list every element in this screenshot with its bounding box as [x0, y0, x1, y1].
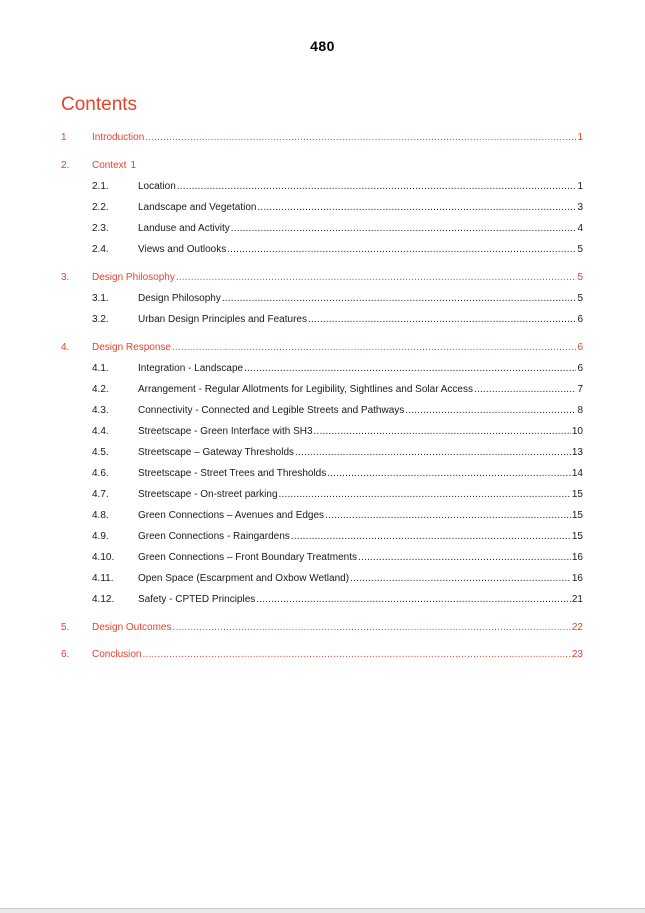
toc-entry-page: 5 — [577, 244, 583, 255]
toc-entry-number: 2.4. — [92, 244, 109, 255]
toc-entry-number: 2.2. — [92, 202, 109, 213]
toc-entry-number: 4.2. — [92, 384, 109, 395]
toc-entry-leader — [172, 621, 570, 635]
toc-entry-leader — [474, 383, 576, 397]
toc-entry-label: Landscape and Vegetation — [138, 202, 257, 213]
toc-entry[interactable] — [61, 201, 583, 215]
toc-entry-label: Design Philosophy — [138, 293, 221, 304]
toc-entry-leader — [222, 292, 577, 306]
toc-entry-label: Streetscape - Green Interface with SH3 — [138, 426, 313, 437]
toc-entry[interactable] — [61, 648, 583, 662]
toc-entry-label: Green Connections - Raingardens — [138, 531, 290, 542]
toc-entry-leader — [256, 593, 571, 607]
toc-entry-number: 4.12. — [92, 594, 115, 605]
toc-entry-label: Green Connections – Front Boundary Treatments — [138, 552, 358, 563]
toc-entry[interactable] — [61, 572, 583, 586]
toc-entry-page: 1 — [577, 181, 583, 192]
toc-entry-page: 10 — [571, 426, 583, 437]
toc-entry-leader — [295, 446, 571, 460]
toc-entry-page: 15 — [571, 510, 583, 521]
toc-entry-number: 6. — [61, 649, 70, 660]
toc-entry-label: Integration - Landscape — [138, 363, 244, 374]
toc-entry-label: Introduction — [92, 132, 145, 143]
toc-entry[interactable] — [61, 341, 583, 355]
toc-entry-number: 2.1. — [92, 181, 109, 192]
toc-entry-leader — [231, 222, 577, 236]
toc-entry-leader — [350, 572, 571, 586]
toc-entry-page: 8 — [577, 405, 583, 416]
toc-entry-number: 4.5. — [92, 447, 109, 458]
toc-entry[interactable] — [61, 467, 583, 481]
toc-entry[interactable] — [61, 404, 583, 418]
toc-entry-number: 3.1. — [92, 293, 109, 304]
toc-entry-label: Arrangement - Regular Allotments for Legibility, Sightlines and Solar Access — [138, 384, 473, 395]
toc-entry-label: Context — [92, 160, 127, 171]
toc-entry-page: 5 — [577, 272, 583, 283]
toc-entry[interactable] — [61, 488, 583, 502]
toc-entry[interactable] — [61, 131, 583, 145]
toc-entry[interactable] — [61, 551, 583, 565]
toc-entry-page: 4 — [577, 223, 583, 234]
toc-entry[interactable] — [61, 222, 583, 236]
toc-entry-page: 22 — [571, 622, 583, 633]
toc-entry-label: Streetscape - On-street parking — [138, 489, 278, 500]
toc-entry-leader — [176, 271, 577, 285]
toc-entry-leader — [325, 509, 571, 523]
toc-entry-label: Design Response — [92, 342, 171, 353]
toc-entry-leader — [145, 131, 576, 145]
toc-entry[interactable] — [61, 313, 583, 327]
toc-entry-page: 16 — [571, 552, 583, 563]
toc-entry-leader — [279, 488, 571, 502]
toc-entry-label: Design Philosophy — [92, 272, 175, 283]
toc-entry-label: Green Connections – Avenues and Edges — [138, 510, 325, 521]
toc-entry[interactable] — [61, 593, 583, 607]
toc-entry-leader — [405, 404, 576, 418]
toc-entry-page: 23 — [571, 649, 583, 660]
toc-entry-label: Streetscape - Street Trees and Thresholds — [138, 468, 327, 479]
toc-entry-leader — [327, 467, 571, 481]
toc-title: Contents — [61, 94, 138, 115]
toc-entry-label: Location — [138, 181, 176, 192]
toc-entry-page: 1 — [577, 132, 583, 143]
toc-entry-label: Open Space (Escarpment and Oxbow Wetland) — [138, 573, 350, 584]
toc-entry-page: 7 — [577, 384, 583, 395]
toc-entry-leader — [142, 648, 570, 662]
toc-entry-number: 2.3. — [92, 223, 109, 234]
toc-entry-number: 4.10. — [92, 552, 115, 563]
toc-entry[interactable] — [61, 621, 583, 635]
toc-entry-leader — [172, 341, 577, 355]
toc-entry-label: Landuse and Activity — [138, 223, 230, 234]
toc-entry-number: 3.2. — [92, 314, 109, 325]
toc-entry-leader — [244, 362, 576, 376]
toc-entry-page: 6 — [577, 363, 583, 374]
toc-entry-page: 5 — [577, 293, 583, 304]
toc-entry[interactable] — [61, 530, 583, 544]
toc-entry-leader — [227, 243, 576, 257]
toc-entry[interactable] — [61, 383, 583, 397]
toc-entry[interactable] — [61, 292, 583, 306]
toc-entry-label: Urban Design Principles and Features — [138, 314, 307, 325]
toc-entry-label: Views and Outlooks — [138, 244, 227, 255]
toc-entry-label: Streetscape – Gateway Thresholds — [138, 447, 295, 458]
toc-entry-number: 4. — [61, 342, 70, 353]
toc-entry[interactable] — [61, 362, 583, 376]
toc-entry-page: 3 — [577, 202, 583, 213]
toc-entry-number: 4.8. — [92, 510, 109, 521]
toc-entry-number: 4.3. — [92, 405, 109, 416]
toc-entry-number: 1 — [61, 132, 67, 143]
toc-entry-page: 6 — [577, 314, 583, 325]
toc-entry-page: 15 — [571, 489, 583, 500]
toc-entry-page: 13 — [571, 447, 583, 458]
toc-entry-number: 3. — [61, 272, 70, 283]
toc-entry-label: Safety - CPTED Principles — [138, 594, 256, 605]
toc-entry-number: 4.1. — [92, 363, 109, 374]
toc-entry-page: 6 — [577, 342, 583, 353]
toc-entry-leader — [358, 551, 571, 565]
toc-entry-leader — [314, 425, 571, 439]
toc-entry[interactable] — [61, 243, 583, 257]
toc-entry-page: 14 — [571, 468, 583, 479]
toc-entry-label: Connectivity - Connected and Legible Streets and Pathways — [138, 405, 405, 416]
toc-entry[interactable] — [61, 271, 583, 285]
toc-entry-label: Design Outcomes — [92, 622, 172, 633]
toc-entry-label: Conclusion — [92, 649, 142, 660]
toc-entry-number: 4.4. — [92, 426, 109, 437]
toc-entry-page: 15 — [571, 531, 583, 542]
toc-entry-page: 1 — [130, 160, 137, 171]
toc-entry[interactable] — [61, 509, 583, 523]
page-edge — [0, 908, 645, 913]
toc-entry-leader — [257, 201, 576, 215]
toc-entry[interactable] — [61, 425, 583, 439]
toc-entry[interactable] — [61, 180, 583, 194]
toc-entry-number: 2. — [61, 160, 70, 171]
toc-entry-number: 5. — [61, 622, 70, 633]
toc-entry-number: 4.9. — [92, 531, 109, 542]
toc-entry-number: 4.6. — [92, 468, 109, 479]
toc-entry-leader — [291, 530, 571, 544]
toc-entry-leader — [308, 313, 576, 327]
toc-entry-page: 21 — [571, 594, 583, 605]
toc-entry-number: 4.7. — [92, 489, 109, 500]
toc-entry-page: 16 — [571, 573, 583, 584]
toc-entry-leader — [177, 180, 577, 194]
page-number: 480 — [310, 38, 335, 54]
toc-entry[interactable] — [61, 446, 583, 460]
toc-entry[interactable] — [61, 159, 583, 173]
toc-entry-number: 4.11. — [92, 573, 114, 584]
